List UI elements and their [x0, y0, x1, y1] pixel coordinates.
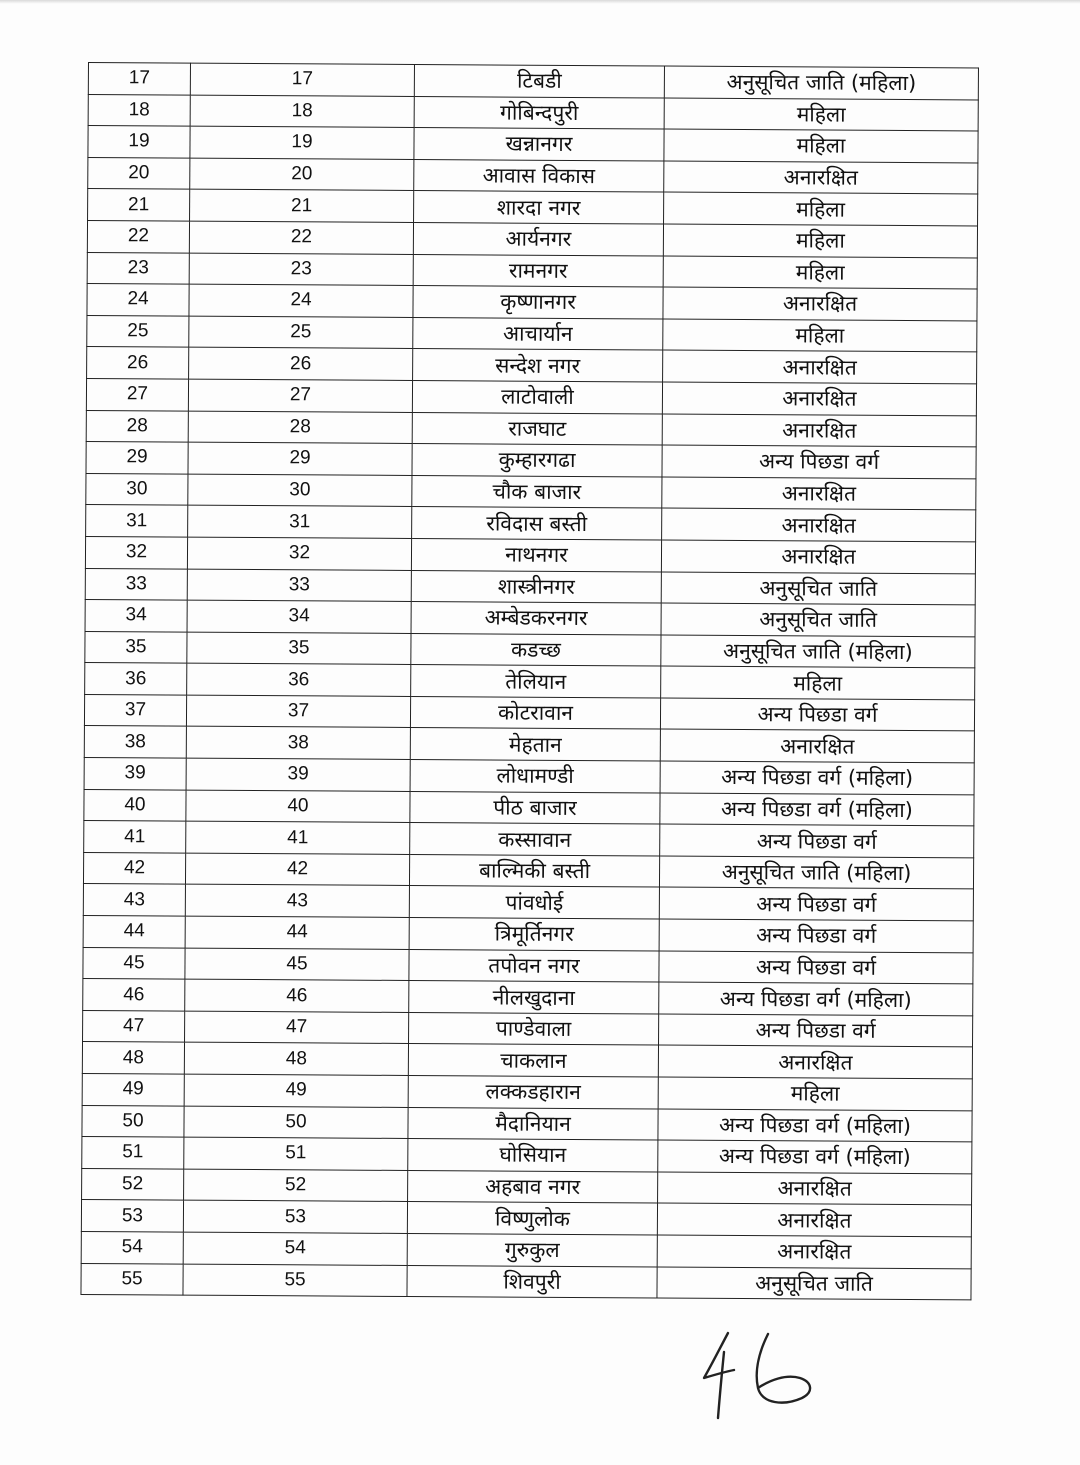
reservation-category-cell: अन्य पिछडा वर्ग (महिला) — [660, 761, 974, 795]
reservation-category-cell: अनारक्षित — [660, 729, 974, 763]
serial-number-cell: 23 — [87, 252, 189, 284]
ward-number-cell: 28 — [188, 411, 412, 444]
ward-number-cell: 54 — [183, 1232, 407, 1265]
reservation-category-cell: अनारक्षित — [662, 414, 976, 448]
ward-name-cell: शारदा नगर — [414, 191, 664, 224]
serial-number-cell: 33 — [85, 568, 187, 600]
ward-name-cell: तेलियान — [411, 665, 661, 698]
ward-name-cell: चाकलान — [408, 1044, 658, 1077]
serial-number-cell: 47 — [83, 1010, 185, 1042]
serial-number-cell: 34 — [85, 600, 187, 632]
serial-number-cell: 45 — [83, 947, 185, 979]
reservation-category-cell: अनारक्षित — [657, 1235, 971, 1269]
ward-name-cell: विष्णुलोक — [407, 1202, 657, 1235]
ward-number-cell: 22 — [189, 221, 413, 254]
serial-number-cell: 52 — [82, 1168, 184, 1200]
ward-number-cell: 20 — [190, 158, 414, 191]
serial-number-cell: 46 — [83, 979, 185, 1011]
ward-name-cell: खन्नानगर — [414, 128, 664, 161]
serial-number-cell: 53 — [81, 1200, 183, 1232]
ward-number-cell: 33 — [187, 569, 411, 602]
ward-name-cell: पाण्डेवाला — [409, 1012, 659, 1045]
reservation-category-cell: अनारक्षित — [658, 1045, 972, 1079]
reservation-category-cell: महिला — [664, 98, 978, 132]
ward-name-cell: राजघाट — [412, 412, 662, 445]
ward-number-cell: 37 — [186, 695, 410, 728]
serial-number-cell: 26 — [87, 347, 189, 379]
ward-name-cell: घोसियान — [408, 1139, 658, 1172]
ward-number-cell: 23 — [189, 253, 413, 286]
ward-name-cell: आवास विकास — [414, 159, 664, 192]
reservation-category-cell: अनारक्षित — [664, 161, 978, 195]
ward-number-cell: 27 — [188, 379, 412, 412]
ward-name-cell: पांवधोई — [409, 886, 659, 919]
ward-name-cell: लोधामण्डी — [410, 760, 660, 793]
serial-number-cell: 54 — [81, 1231, 183, 1263]
ward-name-cell: कस्सावान — [410, 823, 660, 856]
ward-name-cell: त्रिमूर्तिनगर — [409, 918, 659, 951]
serial-number-cell: 28 — [86, 410, 188, 442]
reservation-category-cell: अनारक्षित — [663, 350, 977, 384]
ward-number-cell: 35 — [187, 632, 411, 665]
serial-number-cell: 39 — [84, 758, 186, 790]
reservation-category-cell: अनारक्षित — [657, 1203, 971, 1237]
reservation-category-cell: महिला — [663, 256, 977, 290]
ward-name-cell: कृष्णानगर — [413, 286, 663, 319]
reservation-category-cell: अनुसूचित जाति — [661, 572, 975, 606]
reservation-category-cell: अन्य पिछडा वर्ग — [659, 951, 973, 985]
ward-name-cell: लाटोवाली — [412, 380, 662, 413]
ward-number-cell: 21 — [190, 189, 414, 222]
ward-name-cell: तपोवन नगर — [409, 949, 659, 982]
ward-name-cell: कोटरावान — [410, 696, 660, 729]
reservation-category-cell: महिला — [664, 192, 978, 226]
ward-number-cell: 38 — [186, 727, 410, 760]
ward-name-cell: बाल्मिकी बस्ती — [409, 854, 659, 887]
reservation-category-cell: अन्य पिछडा वर्ग — [660, 824, 974, 858]
ward-number-cell: 19 — [190, 126, 414, 159]
reservation-category-cell: महिला — [663, 224, 977, 258]
ward-number-cell: 44 — [185, 916, 409, 949]
table-body — [81, 63, 979, 1301]
ward-number-cell: 34 — [187, 600, 411, 633]
ward-name-cell: नाथनगर — [411, 538, 661, 571]
ward-number-cell: 29 — [188, 442, 412, 475]
ward-number-cell: 36 — [187, 663, 411, 696]
serial-number-cell: 37 — [84, 694, 186, 726]
reservation-category-cell: महिला — [663, 319, 977, 353]
ward-name-cell: पीठ बाजार — [410, 791, 660, 824]
ward-number-cell: 49 — [184, 1074, 408, 1107]
serial-number-cell: 21 — [88, 189, 190, 221]
serial-number-cell: 50 — [82, 1105, 184, 1137]
scan-top-edge — [0, 0, 1080, 4]
serial-number-cell: 51 — [82, 1137, 184, 1169]
serial-number-cell: 43 — [83, 884, 185, 916]
ward-name-cell: मेहतान — [410, 728, 660, 761]
ward-name-cell: आचार्यान — [413, 317, 663, 350]
reservation-category-cell: अनुसूचित जाति — [661, 603, 975, 637]
ward-name-cell: सन्देश नगर — [413, 349, 663, 382]
ward-number-cell: 52 — [184, 1169, 408, 1202]
serial-number-cell: 40 — [84, 789, 186, 821]
reservation-category-cell: अनुसूचित जाति — [657, 1267, 971, 1301]
reservation-category-cell: अनारक्षित — [662, 477, 976, 511]
ward-number-cell: 31 — [188, 505, 412, 538]
reservation-category-cell: अन्य पिछडा वर्ग — [662, 445, 976, 479]
serial-number-cell: 24 — [87, 284, 189, 316]
ward-name-cell: चौक बाजार — [412, 475, 662, 508]
serial-number-cell: 36 — [85, 663, 187, 695]
ward-name-cell: कुम्हारगढा — [412, 444, 662, 477]
ward-name-cell: गोबिन्दपुरी — [414, 96, 664, 129]
reservation-category-cell: अन्य पिछडा वर्ग (महिला) — [659, 982, 973, 1016]
ward-name-cell: शिवपुरी — [407, 1265, 657, 1298]
ward-number-cell: 48 — [184, 1043, 408, 1076]
serial-number-cell: 29 — [86, 442, 188, 474]
ward-number-cell: 26 — [189, 347, 413, 380]
reservation-category-cell: महिला — [664, 129, 978, 163]
ward-number-cell: 46 — [185, 979, 409, 1012]
ward-number-cell: 18 — [190, 95, 414, 128]
ward-number-cell: 39 — [186, 758, 410, 791]
ward-number-cell: 42 — [185, 853, 409, 886]
reservation-category-cell: अन्य पिछडा वर्ग — [659, 887, 973, 921]
serial-number-cell: 41 — [84, 821, 186, 853]
serial-number-cell: 19 — [88, 126, 190, 158]
ward-name-cell: रविदास बस्ती — [412, 507, 662, 540]
ward-number-cell: 43 — [185, 885, 409, 918]
serial-number-cell: 44 — [83, 916, 185, 948]
ward-number-cell: 53 — [183, 1200, 407, 1233]
ward-name-cell: आर्यनगर — [413, 222, 663, 255]
serial-number-cell: 20 — [88, 157, 190, 189]
ward-number-cell: 47 — [185, 1011, 409, 1044]
serial-number-cell: 35 — [85, 631, 187, 663]
serial-number-cell: 32 — [85, 536, 187, 568]
reservation-category-cell: अनुसूचित जाति (महिला) — [664, 66, 978, 100]
serial-number-cell: 22 — [87, 220, 189, 252]
serial-number-cell: 30 — [86, 473, 188, 505]
ward-name-cell: अहबाव नगर — [408, 1170, 658, 1203]
ward-name-cell: लक्कडहारान — [408, 1075, 658, 1108]
reservation-category-cell: महिला — [658, 1077, 972, 1111]
reservation-category-cell: अन्य पिछडा वर्ग — [659, 919, 973, 953]
reservation-category-cell: अनारक्षित — [658, 1172, 972, 1206]
serial-number-cell: 31 — [86, 505, 188, 537]
reservation-category-cell: अन्य पिछडा वर्ग (महिला) — [660, 793, 974, 827]
serial-number-cell: 18 — [88, 94, 190, 126]
reservation-category-cell: महिला — [661, 666, 975, 700]
serial-number-cell: 38 — [84, 726, 186, 758]
ward-name-cell: अम्बेडकरनगर — [411, 602, 661, 635]
ward-name-cell: शास्त्रीनगर — [411, 570, 661, 603]
table-row — [81, 1263, 971, 1300]
serial-number-cell: 17 — [88, 63, 190, 95]
ward-number-cell: 45 — [185, 948, 409, 981]
reservation-category-cell: अनारक्षित — [662, 508, 976, 542]
serial-number-cell: 27 — [86, 378, 188, 410]
ward-number-cell: 32 — [187, 537, 411, 570]
ward-reservation-table — [80, 62, 979, 1301]
serial-number-cell: 49 — [82, 1073, 184, 1105]
reservation-category-cell: अनुसूचित जाति (महिला) — [659, 856, 973, 890]
serial-number-cell: 42 — [83, 852, 185, 884]
reservation-category-cell: अनारक्षित — [662, 382, 976, 416]
ward-name-cell: नीलखुदाना — [409, 981, 659, 1014]
ward-number-cell: 40 — [186, 790, 410, 823]
reservation-category-cell: अनुसूचित जाति (महिला) — [661, 635, 975, 669]
ward-number-cell: 17 — [190, 63, 414, 96]
ward-name-cell: गुरुकुल — [407, 1233, 657, 1266]
ward-number-cell: 25 — [189, 316, 413, 349]
reservation-category-cell: अनारक्षित — [661, 540, 975, 574]
ward-name-cell: टिबडी — [414, 64, 664, 97]
serial-number-cell: 25 — [87, 315, 189, 347]
reservation-category-cell: अन्य पिछडा वर्ग — [659, 1014, 973, 1048]
ward-number-cell: 30 — [188, 474, 412, 507]
ward-name-cell: कडच्छ — [411, 633, 661, 666]
reservation-category-cell: अन्य पिछडा वर्ग (महिला) — [658, 1109, 972, 1143]
reservation-category-cell: अनारक्षित — [663, 287, 977, 321]
serial-number-cell: 55 — [81, 1263, 183, 1295]
ward-number-cell: 24 — [189, 284, 413, 317]
ward-name-cell: रामनगर — [413, 254, 663, 287]
reservation-category-cell: अन्य पिछडा वर्ग (महिला) — [658, 1140, 972, 1174]
ward-number-cell: 50 — [184, 1106, 408, 1139]
ward-name-cell: मैदानियान — [408, 1107, 658, 1140]
serial-number-cell: 48 — [82, 1042, 184, 1074]
handwritten-signature — [700, 1330, 820, 1425]
reservation-category-cell: अन्य पिछडा वर्ग — [660, 698, 974, 732]
ward-number-cell: 41 — [186, 821, 410, 854]
ward-number-cell: 55 — [183, 1264, 407, 1297]
ward-number-cell: 51 — [184, 1137, 408, 1170]
